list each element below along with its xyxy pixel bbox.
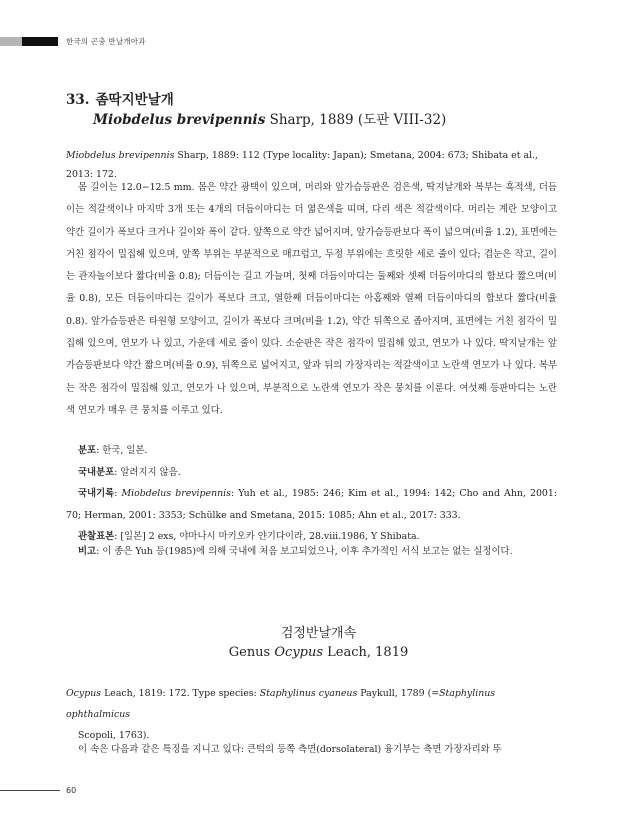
domestic-distribution-label: 국내분포 (78, 466, 115, 478)
species-scientific-heading (93, 108, 584, 128)
running-title: 한국의 곤충 반날개아과 (66, 37, 146, 46)
examined-label: 관찰표본 (78, 531, 115, 542)
species-plate: (도판 VIII-32) (357, 112, 447, 128)
header-grey-bar (0, 37, 22, 46)
footer-rule (0, 790, 60, 791)
header-black-bar (22, 37, 58, 46)
remarks-line: 비고: 이 종은 Yuh 등(1985)에 의해 국내에 처음 보고되었으나, 이후 추가적인 서식 보고는 없는 실정이다. (78, 546, 513, 557)
domestic-records-line: 국내기록: Miobdelus brevipennis: Yuh et al., 1985: 246; Kim et al., 1994: 142; Cho and Ahn, 2001: 70; Herman, 2001: 3353; Schülke and Smetana, 2015: 1085; Ahn et al., 2017: 333. (66, 488, 557, 521)
species-number: 33. (66, 92, 90, 108)
distribution-label: 분포 (78, 445, 97, 456)
examined-line: 관찰표본: [일본] 2 exs, 야마나시 마키오카 얀기다이라, 28.viii.1986, Y Shibata. (78, 531, 420, 542)
distribution-line: 분포: 한국, 일본. (78, 445, 148, 456)
genus-citation: Ocypus Leach, 1819: 172. Type species: Staphylinus cyaneus Paykull, 1789 (=Staphylinus ophthalmicus Scopoli, 1763). (66, 688, 496, 741)
citation-rest: Sharp, 1889: 112 (Type locality: Japan); Smetana, 2004: 673; Shibata et al., 2013: 172. (66, 150, 538, 180)
species-sci-name: Miobdelus brevipennis (93, 112, 266, 128)
species-author: Sharp, 1889 (269, 112, 354, 128)
remarks-label: 비고 (78, 546, 97, 557)
domestic-distribution-line: 국내분포: 알려지지 않음. (78, 466, 181, 478)
page-number: 60 (66, 786, 77, 795)
domestic-records-label: 국내기록 (78, 488, 115, 499)
species-heading (66, 88, 557, 108)
species-korean-name: 좀딱지반날개 (95, 92, 174, 108)
genus-description: 이 속은 다음과 같은 특징을 지니고 있다: 큰턱의 등쪽 측면(dorsolateral) 융기부는 측면 가장자리와 뚜 (78, 744, 502, 755)
species-description: 몸 길이는 12.0−12.5 mm. 몸은 약간 광택이 있으며, 머리와 앞가슴등판은 검은색, 딱지날개와 복부는 흑적색, 더듬이는 적갈색이나 마지막 3개 또는 4개의 더듬이마디는 더 엷은색을 띠며, 다리 색은 적갈색이다. 머리는 계란 모양이고 약간 길이가 폭보다 크거나 길이와 폭이 같다. 앞쪽으로 약간 넓어지며, 앞가슴등판보다 폭이 넓으며(비율 1.2), 표면에는 거친 점각이 밀집해 있으며, 앞쪽 부위는 부분적으로 매끄럽고, 두정 부위에는 흐릿한 세로 줄이 있다; 겹눈은 작고, 길이는 관자놀이보다 짧다(비율 0.8); 더듬이는 길고 가늘며, 첫째 더듬이마디는 둘째와 셋째 더듬이마디의 합보다 짧으며(비율 0.8), 모든 더듬이마디는 길이가 폭보다 크고, 열한째 더듬이마디는 아홉째와 열째 더듬이마디의 합보다 짧다(비율 0.8). 앞가슴등판은 타원형 모양이고, 길이가 폭보다 크며(비율 1.2), 약간 뒤쪽으로 좁아지며, 표면에는 거친 점각이 밀집해 있으며, 연모가 나 있고, 가운데 세로 줄이 있다. 소순판은 작은 점각이 밀집해 있고, 연모가 나 있다. 딱지날개는 앞가슴등판보다 약간 짧으며(비율 0.9), 뒤쪽으로 넓어지고, 앞과 뒤의 가장자리는 적갈색이고 노란색 연모가 나 있다. 복부는 작은 점각이 밀집해 있고, 연모가 나 있으며, 부분적으로 노란색 연모가 작은 뭉치를 이룬다. 여섯째 등판마디는 노란색 연모가 매우 큰 뭉치를 이루고 있다. (66, 182, 557, 416)
genus-korean-name: 검정반날개속 (280, 626, 357, 641)
distribution-section (66, 440, 557, 548)
citation-sci-name: Miobdelus brevipennis (66, 150, 175, 161)
genus-scientific-name: Genus Ocypus Leach, 1819 (228, 645, 409, 660)
